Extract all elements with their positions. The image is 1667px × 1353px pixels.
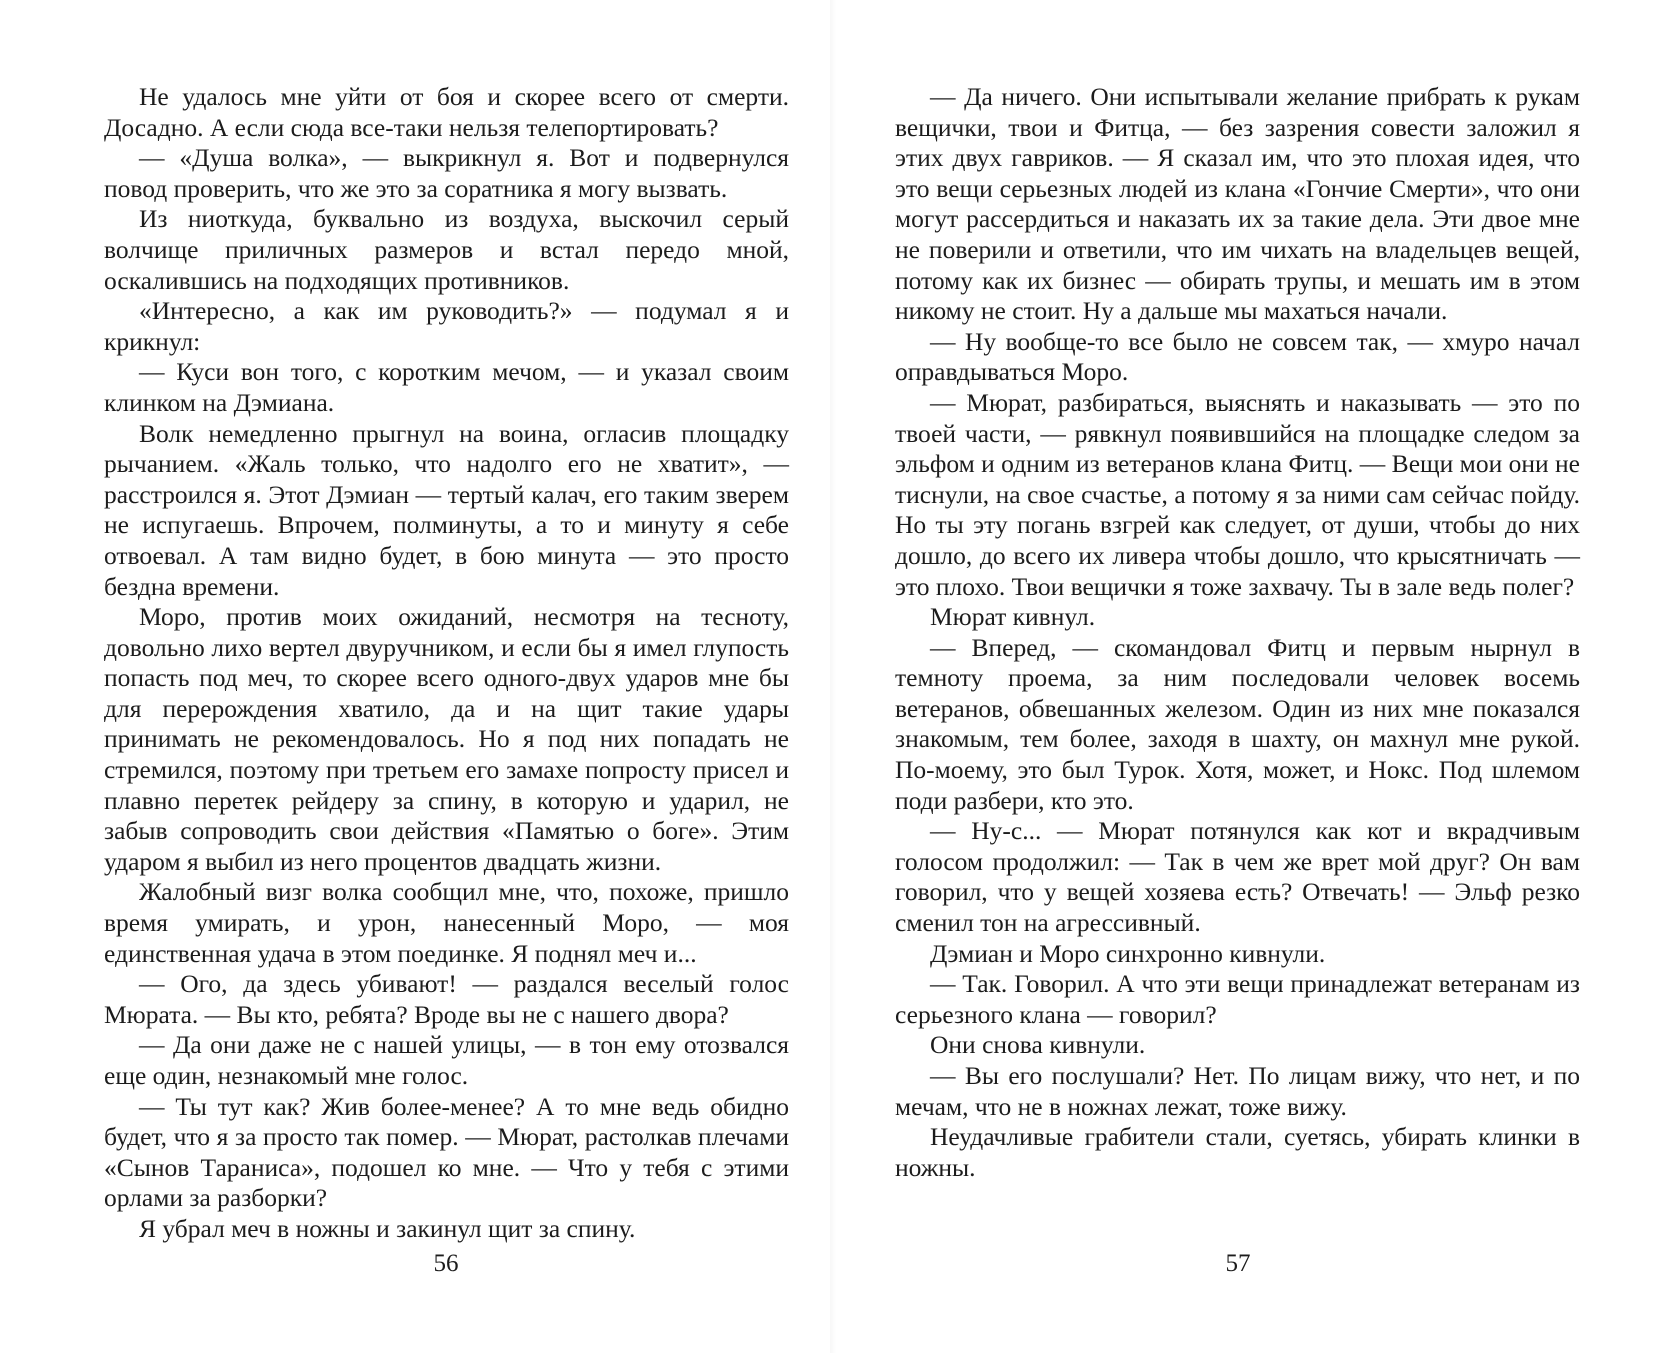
paragraph: Мюрат кивнул. <box>930 602 1096 632</box>
paragraph: — Мюрат, разбираться, выяснять и наказывать — это по твоей части, — рявкнул появившийся на площадке следом за эльфом и одним из ветеранов клана Фитц. — Вещи мои они не тиснули, на свое счастье, а потому я за ними сам сейчас пойду. Но ты эту погань взгрей как следует, от души, чтобы до них дошло, до всего их ливера чтобы дошло, что крысятничать — это плохо. Твои вещички я тоже захвачу. Ты в зале ведь полег? <box>895 387 1580 601</box>
right-page-text <box>895 82 1580 1183</box>
right-page <box>895 82 1580 1183</box>
paragraph: Моро, против моих ожиданий, несмотря на тесноту, довольно лихо вертел двуручником, и если бы я имел глупость попасть под меч, то скорее всего одного-двух ударов мне бы для перерождения хватило, да и на щит такие удары принимать не рекомендовалось. Но я под них попадать не стремился, поэтому при третьем его замахе попросту присел и плавно перетек рейдеру за спину, в которую и ударил, не забыв сопроводить свои действия «Памятью о боге». Этим ударом я выбил из него процентов двадцать жизни. <box>104 602 789 876</box>
book-gutter <box>830 0 836 1353</box>
page-number-right: 57 <box>1225 1250 1251 1277</box>
paragraph: — Вперед, — скомандовал Фитц и первым нырнул в темноту проема, за ним последовали человек восемь ветеранов, обвешанных железом. Один из них мне показался знакомым, тем более, заходя в шахту, он махнул мне рукой. По-моему, это был Турок. Хотя, может, и Нокс. Под шлемом поди разбери, кто это. <box>895 632 1580 815</box>
left-page <box>104 82 789 1245</box>
paragraph: Волк немедленно прыгнул на воина, огласив площадку рычанием. «Жаль только, что надолго его не хватит», — расстроился я. Этот Дэмиан — тертый калач, его таким зверем не испугаешь. Впрочем, полминуты, а то и минуту я себе отвоевал. А там видно будет, в бою минута — это просто бездна времени. <box>104 418 789 601</box>
paragraph: Дэмиан и Моро синхронно кивнули. <box>930 938 1326 968</box>
paragraph: — Ты тут как? Жив более-менее? А то мне ведь обидно будет, что я за просто так помер. — Мюрат, растолкав плечами «Сынов Тараниса», подошел ко мне. — Что у тебя с этими орлами за разборки? <box>104 1091 789 1213</box>
paragraph: — Ну вообще-то все было не совсем так, — хмуро начал оправдываться Моро. <box>895 326 1580 387</box>
paragraph: Жалобный визг волка сообщил мне, что, похоже, пришло время умирать, и урон, нанесенный Моро, — моя единственная удача в этом поединке. Я поднял меч и... <box>104 877 789 968</box>
paragraph: Они снова кивнули. <box>930 1030 1146 1060</box>
paragraph: «Интересно, а как им руководить?» — подумал я и крикнул: <box>104 296 789 356</box>
paragraph: — Ну-с... — Мюрат потянулся как кот и вкрадчивым голосом продолжил: — Так в чем же врет мой друг? Он вам говорил, что у вещей хозяева есть? Отвечать! — Эльф резко сменил тон на агрессивный. <box>895 816 1580 938</box>
paragraph: Из ниоткуда, буквально из воздуха, выскочил серый волчище приличных размеров и встал передо мной, оскалившись на подходящих противников. <box>104 204 789 295</box>
paragraph: Не удалось мне уйти от боя и скорее всего от смерти. Досадно. А если сюда все-таки нельзя телепортировать? <box>104 82 789 142</box>
paragraph: — Да они даже не с нашей улицы, — в тон ему отозвался еще один, незнакомый мне голос. <box>104 1030 789 1090</box>
paragraph: Я убрал меч в ножны и закинул щит за спину. <box>139 1213 636 1243</box>
left-page-text <box>104 82 789 1245</box>
paragraph: — Куси вон того, с коротким мечом, — и указал своим клинком на Дэмиана. <box>104 357 789 417</box>
paragraph: — «Душа волка», — выкрикнул я. Вот и подвернулся повод проверить, что же это за соратника я могу вызвать. <box>104 143 789 203</box>
paragraph: — Вы его послушали? Нет. По лицам вижу, что нет, и по мечам, что не в ножнах лежат, тоже вижу. <box>895 1061 1580 1121</box>
paragraph: — Так. Говорил. А что эти вещи принадлежат ветеранам из серьезного клана — говорил? <box>895 969 1580 1029</box>
page-number-left: 56 <box>433 1250 459 1277</box>
paragraph: — Ого, да здесь убивают! — раздался веселый голос Мюрата. — Вы кто, ребята? Вроде вы не с нашего двора? <box>104 969 789 1029</box>
paragraph: — Да ничего. Они испытывали желание прибрать к рукам вещички, твои и Фитца, — без зазрения совести заложил я этих двух гавриков. — Я сказал им, что это плохая идея, что это вещи серьезных людей из клана «Гончие Смерти», что они могут рассердиться и наказать их за такие дела. Эти двое мне не поверили и ответили, что им чихать на владельцев вещей, потому как их бизнес — обирать трупы, и мешать им в этом никому не стоит. Ну а дальше мы махаться начали. <box>895 82 1580 326</box>
paragraph: Неудачливые грабители стали, суетясь, убирать клинки в ножны. <box>895 1122 1580 1182</box>
